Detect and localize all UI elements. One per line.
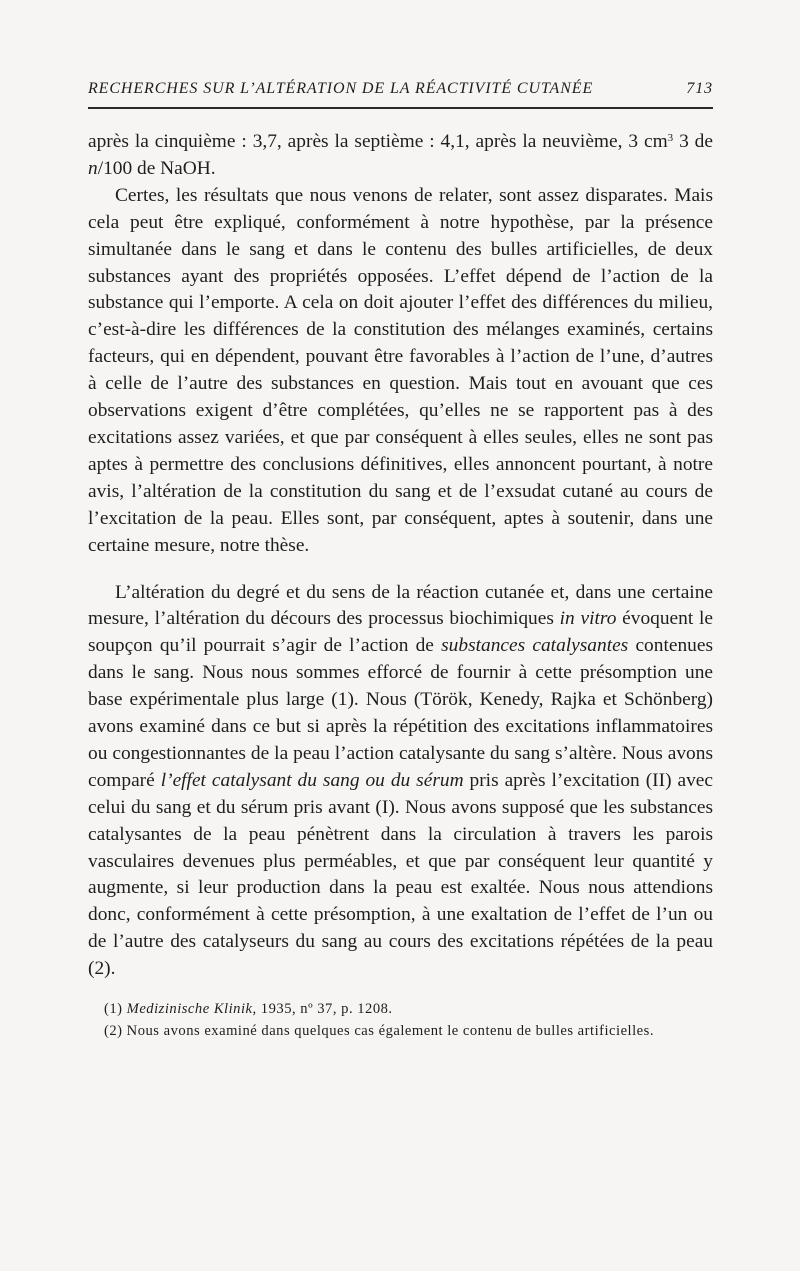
paragraph-continuation xyxy=(88,129,713,183)
page xyxy=(88,78,713,1042)
paragraph-alteration xyxy=(88,580,713,984)
footnote-1 xyxy=(88,999,713,1021)
footnote-1-title: Medizinische Klinik xyxy=(126,1001,253,1018)
page-number: 713 xyxy=(686,80,713,97)
running-title: RECHERCHES SUR L’ALTÉRATION DE LA RÉACTIVITÉ CUTANÉE xyxy=(88,80,594,97)
header-rule xyxy=(88,107,713,109)
p3-text-4: pris après l’excitation (II) avec celui du sang et du sérum pris avant (I). Nous avons supposé que les substances catalysantes de la peau pénètrent dans la circulation à travers les parois vasculaires devenues plus perméables, et que par conséquent leur quantité y augmente, si leur production dans la peau est exaltée. Nous nous attendions donc, conformément à cette présomption, à une exaltation de l’effet de l’un ou de l’autre des catalyseurs du sang au cours des excitations répétées de la peau (2). xyxy=(88,769,713,980)
p1-text-a: après la cinquième : 3,7, après la septième : 4,1, après la neuvième, 3 cm xyxy=(88,131,668,152)
p3-text-1: L’altération du degré et du sens de la réaction cutanée et, dans une certaine mesure, l’altération du décours des processus biochimiques xyxy=(88,581,713,630)
footnotes xyxy=(88,999,713,1042)
p1-text-c: /100 de NaOH. xyxy=(97,157,216,179)
p1-italic-n: n xyxy=(88,157,98,179)
p3-italic-1: in vitro xyxy=(559,608,617,630)
p3-italic-2: substances catalysantes xyxy=(441,635,629,657)
p1-text-b: 3 de xyxy=(673,131,713,152)
footnote-2: (2) Nous avons examiné dans quelques cas également le contenu de bulles artificielles. xyxy=(104,1022,654,1039)
p3-text-3: contenues dans le sang. Nous nous sommes efforcé de fournir à cette présomption une base expérimentale plus large (1). Nous (Török, Kenedy, Rajka et Schönberg) avons examiné dans ce but si après la répétition des excitations inflammatoires ou congestionnantes de la peau l’action catalysante du sang s’altère. Nous avons comparé xyxy=(88,635,713,791)
p1-superscript: 3 xyxy=(667,132,674,144)
p3-text-2: évoquent le soupçon qu’il pourrait s’agir de l’action de xyxy=(88,608,713,657)
paragraph-certes: Certes, les résultats que nous venons de relater, sont assez disparates. Mais cela peut être expliqué, conformément à notre hypothèse, par la présence simultanée dans le sang et dans le contenu des bulles artificielles, de deux substances ayant des propriétés opposées. L’effet dépend de l’action de la substance qui l’emporte. A cela on doit ajouter l’effet des différences du milieu, c’est-à-dire les différences de la constitution des mélanges examinés, certains facteurs, qui en dépendent, pouvant être favorables à l’action de l’une, d’autres à celle de l’autre des substances en question. Mais tout en avouant que ces observations exigent d’être complétées, qu’elles ne se rapportent pas à des excitations assez variées, et que par conséquent à elles seules, elles ne sont pas aptes à permettre des conclusions définitives, elles annoncent pourtant, à notre avis, l’altération de la constitution du sang et de l’exsudat cutané au cours de l’excitation de la peau. Elles sont, par conséquent, aptes à soutenir, dans une certaine mesure, notre thèse. xyxy=(88,184,713,556)
running-header xyxy=(88,78,713,100)
footnote-1-rest: , 1935, nº 37, p. 1208. xyxy=(252,1001,393,1018)
footnote-1-marker: (1) xyxy=(104,1001,127,1018)
p3-italic-3: l’effet catalysant du sang ou du sérum xyxy=(160,769,464,791)
